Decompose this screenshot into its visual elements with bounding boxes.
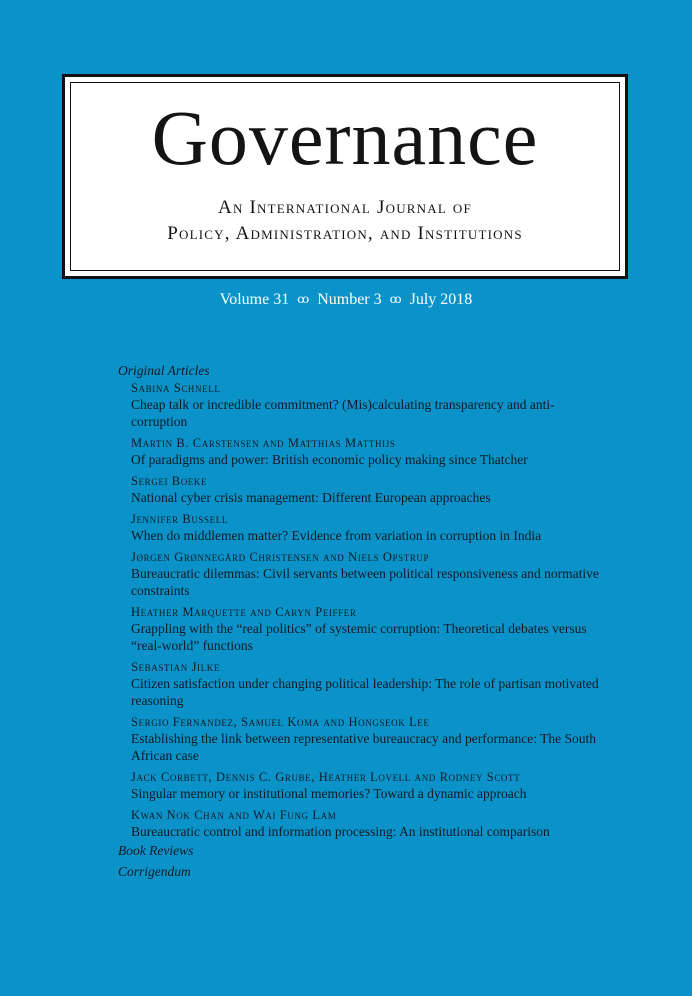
section-heading-corrigendum: Corrigendum	[118, 864, 191, 879]
article-authors: Kwan Nok Chan and Wai Fung Lam	[131, 808, 337, 822]
article-title: Citizen satisfaction under changing political leadership: The role of partisan motivated reasoning	[131, 676, 599, 708]
toc-entry	[118, 549, 608, 599]
article-title: Bureaucratic control and information processing: An institutional comparison	[131, 824, 550, 839]
article-title: Grappling with the “real politics” of systemic corruption: Theoretical debates versus “real-world” functions	[131, 621, 587, 653]
toc-entry	[118, 769, 608, 802]
toc-entry	[118, 604, 608, 654]
journal-subtitle-line1: An International Journal of	[218, 197, 472, 218]
toc-entry	[118, 380, 608, 430]
article-title: When do middlemen matter? Evidence from variation in corruption in India	[131, 528, 542, 543]
article-authors: Sergio Fernandez, Samuel Koma and Hongseok Lee	[131, 715, 430, 729]
toc-entry	[118, 807, 608, 840]
article-title: Bureaucratic dilemmas: Civil servants between political responsiveness and normative constraints	[131, 566, 599, 598]
journal-subtitle-line2: Policy, Administration, and Institutions	[167, 223, 523, 244]
article-title: Cheap talk or incredible commitment? (Mis)calculating transparency and anti-corruption	[131, 397, 555, 429]
issue-number: Number 3	[317, 291, 382, 308]
article-authors: Sabina Schnell	[131, 381, 221, 395]
article-title: Establishing the link between representative bureaucracy and performance: The South African case	[131, 731, 596, 763]
section-heading-book-reviews: Book Reviews	[118, 843, 194, 858]
ornament-icon: ꝏ	[297, 292, 310, 306]
article-title: Singular memory or institutional memories? Toward a dynamic approach	[131, 786, 527, 801]
table-of-contents	[118, 362, 608, 880]
masthead-box	[62, 74, 628, 279]
issue-line	[0, 291, 692, 309]
article-title: Of paradigms and power: British economic policy making since Thatcher	[131, 452, 528, 467]
toc-entry	[118, 511, 608, 544]
article-authors: Jack Corbett, Dennis C. Grube, Heather Lovell and Rodney Scott	[131, 770, 521, 784]
article-title: National cyber crisis management: Different European approaches	[131, 490, 491, 505]
ornament-icon: ꝏ	[389, 292, 402, 306]
issue-volume: Volume 31	[219, 291, 290, 308]
journal-title: Governance	[151, 94, 539, 181]
toc-entry	[118, 435, 608, 468]
article-authors: Sergei Boeke	[131, 474, 208, 488]
article-authors: Martin B. Carstensen and Matthias Matthijs	[131, 436, 396, 450]
toc-entry	[118, 714, 608, 764]
toc-entry	[118, 473, 608, 506]
issue-date: July 2018	[409, 291, 473, 308]
article-authors: Sebastian Jilke	[131, 660, 220, 674]
article-authors: Heather Marquette and Caryn Peiffer	[131, 605, 357, 619]
toc-entry	[118, 659, 608, 709]
article-authors: Jørgen Grønnegård Christensen and Niels Opstrup	[131, 550, 430, 564]
article-authors: Jennifer Bussell	[131, 512, 228, 526]
section-heading-original-articles: Original Articles	[118, 363, 210, 378]
